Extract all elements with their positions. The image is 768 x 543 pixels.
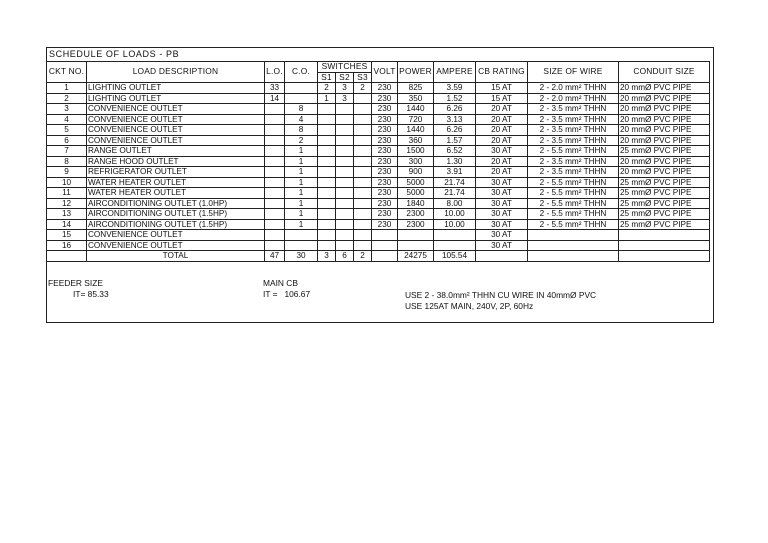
header-s2: S2 <box>336 72 354 83</box>
cell-desc: RANGE HOOD OUTLET <box>87 156 265 167</box>
cell-s3 <box>354 219 372 230</box>
cell-volt: 230 <box>372 219 398 230</box>
total-s2: 6 <box>336 251 354 262</box>
cell-wire: 2 - 5.5 mm² THHN <box>528 209 619 220</box>
feeder-size-value: IT= 85.33 <box>73 289 109 299</box>
cell-s1: 2 <box>318 83 336 94</box>
cell-s3 <box>354 146 372 157</box>
cell-s2 <box>336 240 354 251</box>
table-row <box>47 114 710 125</box>
cell-power: 720 <box>398 114 434 125</box>
cell-co: 1 <box>285 198 318 209</box>
header-lo: L.O. <box>265 62 285 83</box>
cell-wire: 2 - 3.5 mm² THHN <box>528 104 619 115</box>
cell-co: 1 <box>285 167 318 178</box>
cell-lo <box>265 230 285 241</box>
cell-volt: 230 <box>372 114 398 125</box>
cell-cb: 30 AT <box>476 230 528 241</box>
total-co: 30 <box>285 251 318 262</box>
cell-ampere: 6.26 <box>434 104 476 115</box>
cell-desc: LIGHTING OUTLET <box>87 93 265 104</box>
cell-ckt: 2 <box>47 93 87 104</box>
cell-ampere: 10.00 <box>434 209 476 220</box>
cell-volt: 230 <box>372 167 398 178</box>
cell-volt: 230 <box>372 177 398 188</box>
cell-s3 <box>354 125 372 136</box>
cell-lo <box>265 125 285 136</box>
cell-cb: 20 AT <box>476 135 528 146</box>
cell-cb: 20 AT <box>476 125 528 136</box>
cell-s2 <box>336 198 354 209</box>
cell-s1 <box>318 198 336 209</box>
cell-desc: LIGHTING OUTLET <box>87 83 265 94</box>
cell-s2 <box>336 156 354 167</box>
cell-volt: 230 <box>372 135 398 146</box>
cell-co: 2 <box>285 135 318 146</box>
cell-ampere: 1.30 <box>434 156 476 167</box>
cell-ampere: 21.74 <box>434 188 476 199</box>
cell-power: 2300 <box>398 219 434 230</box>
table-row <box>47 93 710 104</box>
cell-s3 <box>354 93 372 104</box>
cell-volt: 230 <box>372 83 398 94</box>
cell-lo <box>265 156 285 167</box>
cell-desc: CONVENIENCE OUTLET <box>87 104 265 115</box>
cell-s1: 1 <box>318 93 336 104</box>
cell-conduit: 25 mmØ PVC PIPE <box>619 146 710 157</box>
cell-ckt: 16 <box>47 240 87 251</box>
cell-power: 900 <box>398 167 434 178</box>
header-cb-rating: CB RATING <box>476 62 528 83</box>
main-cb-label: MAIN CB <box>263 278 298 288</box>
cell-ckt: 1 <box>47 83 87 94</box>
cell-co: 1 <box>285 177 318 188</box>
table-row <box>47 177 710 188</box>
schedule-title: SCHEDULE OF LOADS - PB <box>49 49 180 59</box>
cell-cb: 20 AT <box>476 114 528 125</box>
cell-cb: 30 AT <box>476 198 528 209</box>
cell-conduit: 20 mmØ PVC PIPE <box>619 83 710 94</box>
cell-s2 <box>336 125 354 136</box>
cell-co: 1 <box>285 146 318 157</box>
header-power: POWER <box>398 62 434 83</box>
cell-co: 8 <box>285 125 318 136</box>
total-lo: 47 <box>265 251 285 262</box>
cell-co <box>285 240 318 251</box>
cell-ampere: 1.52 <box>434 93 476 104</box>
cell-s2 <box>336 167 354 178</box>
cell-ckt: 10 <box>47 177 87 188</box>
cell-co: 1 <box>285 156 318 167</box>
cell-desc: AIRCONDITIONING OUTLET (1.5HP) <box>87 209 265 220</box>
cell-s1 <box>318 219 336 230</box>
cell-volt <box>372 230 398 241</box>
cell-co: 4 <box>285 114 318 125</box>
cell-volt: 230 <box>372 209 398 220</box>
table-row <box>47 219 710 230</box>
cell-s1 <box>318 156 336 167</box>
total-ampere: 105.54 <box>434 251 476 262</box>
cell-volt: 230 <box>372 146 398 157</box>
cell-wire: 2 - 3.5 mm² THHN <box>528 125 619 136</box>
table-row <box>47 198 710 209</box>
cell-wire: 2 - 3.5 mm² THHN <box>528 156 619 167</box>
cell-s2 <box>336 114 354 125</box>
cell-conduit <box>619 230 710 241</box>
cell-ckt: 14 <box>47 219 87 230</box>
cell-s1 <box>318 125 336 136</box>
cell-desc: CONVENIENCE OUTLET <box>87 230 265 241</box>
cell-power <box>398 240 434 251</box>
cell-s2 <box>336 188 354 199</box>
cell-wire: 2 - 5.5 mm² THHN <box>528 219 619 230</box>
cell-power: 825 <box>398 83 434 94</box>
cell-desc: REFRIGERATOR OUTLET <box>87 167 265 178</box>
cell-s2: 3 <box>336 93 354 104</box>
cell-conduit: 20 mmØ PVC PIPE <box>619 114 710 125</box>
cell-s2 <box>336 219 354 230</box>
total-label: TOTAL <box>87 251 265 262</box>
cell-wire: 2 - 3.5 mm² THHN <box>528 114 619 125</box>
cell-power: 2300 <box>398 209 434 220</box>
cell-power: 5000 <box>398 188 434 199</box>
cell-cb: 15 AT <box>476 93 528 104</box>
cell-ampere: 6.26 <box>434 125 476 136</box>
cell-ampere <box>434 240 476 251</box>
cell-s1 <box>318 240 336 251</box>
cell-conduit <box>619 240 710 251</box>
cell-conduit: 20 mmØ PVC PIPE <box>619 104 710 115</box>
header-s1: S1 <box>318 72 336 83</box>
cell-s1 <box>318 146 336 157</box>
cell-s3 <box>354 104 372 115</box>
cell-cb: 30 AT <box>476 177 528 188</box>
header-volt: VOLT <box>372 62 398 83</box>
cell-s1 <box>318 135 336 146</box>
cell-volt: 230 <box>372 93 398 104</box>
cell-wire: 2 - 5.5 mm² THHN <box>528 198 619 209</box>
cell-desc: WATER HEATER OUTLET <box>87 177 265 188</box>
table-row <box>47 104 710 115</box>
loads-table-body <box>47 83 710 251</box>
main-cb-value: IT = 106.67 <box>263 289 311 299</box>
cell-conduit: 20 mmØ PVC PIPE <box>619 135 710 146</box>
cell-co: 8 <box>285 104 318 115</box>
cell-s1 <box>318 104 336 115</box>
cell-co: 1 <box>285 188 318 199</box>
cell-s3 <box>354 156 372 167</box>
cell-wire: 2 - 5.5 mm² THHN <box>528 146 619 157</box>
cell-lo <box>265 240 285 251</box>
cell-ckt: 3 <box>47 104 87 115</box>
cell-power: 1440 <box>398 125 434 136</box>
table-row <box>47 188 710 199</box>
cell-desc: CONVENIENCE OUTLET <box>87 135 265 146</box>
cell-conduit: 25 mmØ PVC PIPE <box>619 188 710 199</box>
cell-s1 <box>318 209 336 220</box>
cell-co: 1 <box>285 209 318 220</box>
cell-ckt: 8 <box>47 156 87 167</box>
cell-conduit: 25 mmØ PVC PIPE <box>619 209 710 220</box>
cell-s3: 2 <box>354 83 372 94</box>
cell-s2 <box>336 209 354 220</box>
cell-power: 1440 <box>398 104 434 115</box>
cell-s2 <box>336 177 354 188</box>
cell-wire: 2 - 3.5 mm² THHN <box>528 135 619 146</box>
cell-s2 <box>336 230 354 241</box>
cell-lo: 14 <box>265 93 285 104</box>
cell-volt: 230 <box>372 198 398 209</box>
total-power: 24275 <box>398 251 434 262</box>
cell-power: 1500 <box>398 146 434 157</box>
cell-wire: 2 - 5.5 mm² THHN <box>528 188 619 199</box>
cell-volt: 230 <box>372 188 398 199</box>
header-co: C.O. <box>285 62 318 83</box>
cell-conduit: 20 mmØ PVC PIPE <box>619 125 710 136</box>
main-breaker-note: USE 125AT MAIN, 240V, 2P, 60Hz <box>405 301 534 311</box>
cell-s3 <box>354 230 372 241</box>
cell-conduit: 20 mmØ PVC PIPE <box>619 167 710 178</box>
cell-co <box>285 230 318 241</box>
cell-power: 350 <box>398 93 434 104</box>
cell-s3 <box>354 177 372 188</box>
wire-note: USE 2 - 38.0mm² THHN CU WIRE IN 40mmØ PVC <box>405 290 597 300</box>
table-row <box>47 156 710 167</box>
cell-ampere: 8.00 <box>434 198 476 209</box>
cell-ckt: 12 <box>47 198 87 209</box>
cell-conduit: 20 mmØ PVC PIPE <box>619 156 710 167</box>
cell-s3 <box>354 209 372 220</box>
cell-desc: CONVENIENCE OUTLET <box>87 240 265 251</box>
cell-s1 <box>318 114 336 125</box>
cell-s2 <box>336 104 354 115</box>
cell-ampere <box>434 230 476 241</box>
cell-s3 <box>354 198 372 209</box>
cell-s3 <box>354 167 372 178</box>
cell-ampere: 3.59 <box>434 83 476 94</box>
cell-ampere: 6.52 <box>434 146 476 157</box>
cell-s2 <box>336 146 354 157</box>
cell-cb: 30 AT <box>476 240 528 251</box>
header-wire-size: SIZE OF WIRE <box>528 62 619 83</box>
cell-cb: 15 AT <box>476 83 528 94</box>
cell-conduit: 25 mmØ PVC PIPE <box>619 177 710 188</box>
schedule-of-loads-sheet <box>46 47 714 323</box>
table-row <box>47 240 710 251</box>
cell-s3 <box>354 188 372 199</box>
cell-lo <box>265 146 285 157</box>
cell-s3 <box>354 240 372 251</box>
cell-volt: 230 <box>372 156 398 167</box>
cell-ckt: 4 <box>47 114 87 125</box>
cell-lo <box>265 167 285 178</box>
cell-s1 <box>318 230 336 241</box>
header-switches: SWITCHES <box>318 62 372 73</box>
cell-co <box>285 83 318 94</box>
cell-wire: 2 - 2.0 mm² THHN <box>528 93 619 104</box>
cell-lo <box>265 209 285 220</box>
table-row <box>47 167 710 178</box>
cell-power <box>398 230 434 241</box>
cell-cb: 20 AT <box>476 167 528 178</box>
cell-s2 <box>336 135 354 146</box>
table-row <box>47 209 710 220</box>
cell-ckt: 5 <box>47 125 87 136</box>
cell-power: 360 <box>398 135 434 146</box>
cell-wire <box>528 240 619 251</box>
cell-s3 <box>354 135 372 146</box>
cell-s3 <box>354 114 372 125</box>
cell-co <box>285 93 318 104</box>
cell-desc: RANGE OUTLET <box>87 146 265 157</box>
cell-lo <box>265 114 285 125</box>
cell-volt: 230 <box>372 104 398 115</box>
cell-ampere: 1.57 <box>434 135 476 146</box>
cell-ampere: 3.91 <box>434 167 476 178</box>
cell-s1 <box>318 167 336 178</box>
cell-desc: WATER HEATER OUTLET <box>87 188 265 199</box>
cell-volt: 230 <box>372 125 398 136</box>
cell-ampere: 21.74 <box>434 177 476 188</box>
cell-wire <box>528 230 619 241</box>
cell-power: 300 <box>398 156 434 167</box>
cell-cb: 30 AT <box>476 146 528 157</box>
cell-ckt: 11 <box>47 188 87 199</box>
cell-ckt: 7 <box>47 146 87 157</box>
header-s3: S3 <box>354 72 372 83</box>
cell-desc: AIRCONDITIONING OUTLET (1.0HP) <box>87 198 265 209</box>
cell-ampere: 3.13 <box>434 114 476 125</box>
cell-desc: CONVENIENCE OUTLET <box>87 125 265 136</box>
table-row <box>47 135 710 146</box>
cell-wire: 2 - 5.5 mm² THHN <box>528 177 619 188</box>
cell-cb: 30 AT <box>476 209 528 220</box>
header-conduit-size: CONDUIT SIZE <box>619 62 710 83</box>
cell-cb: 20 AT <box>476 104 528 115</box>
cell-lo <box>265 135 285 146</box>
cell-lo <box>265 198 285 209</box>
cell-lo: 33 <box>265 83 285 94</box>
header-ampere: AMPERE <box>434 62 476 83</box>
cell-lo <box>265 177 285 188</box>
cell-conduit: 25 mmØ PVC PIPE <box>619 198 710 209</box>
cell-co: 1 <box>285 219 318 230</box>
cell-lo <box>265 219 285 230</box>
cell-cb: 20 AT <box>476 156 528 167</box>
cell-wire: 2 - 3.5 mm² THHN <box>528 167 619 178</box>
header-ckt: CKT NO. <box>47 62 87 83</box>
table-row <box>47 230 710 241</box>
header-row <box>47 62 710 73</box>
loads-table <box>46 61 710 262</box>
cell-volt <box>372 240 398 251</box>
cell-power: 5000 <box>398 177 434 188</box>
total-s3: 2 <box>354 251 372 262</box>
cell-wire: 2 - 2.0 mm² THHN <box>528 83 619 94</box>
total-s1: 3 <box>318 251 336 262</box>
header-description: LOAD DESCRIPTION <box>87 62 265 83</box>
cell-ckt: 9 <box>47 167 87 178</box>
cell-conduit: 25 mmØ PVC PIPE <box>619 219 710 230</box>
cell-ckt: 6 <box>47 135 87 146</box>
cell-cb: 30 AT <box>476 188 528 199</box>
table-row <box>47 146 710 157</box>
cell-cb: 30 AT <box>476 219 528 230</box>
cell-ckt: 13 <box>47 209 87 220</box>
cell-ampere: 10.00 <box>434 219 476 230</box>
table-row <box>47 83 710 94</box>
cell-ckt: 15 <box>47 230 87 241</box>
cell-lo <box>265 104 285 115</box>
cell-desc: AIRCONDITIONING OUTLET (1.5HP) <box>87 219 265 230</box>
total-row <box>47 251 710 262</box>
table-row <box>47 125 710 136</box>
cell-desc: CONVENIENCE OUTLET <box>87 114 265 125</box>
cell-s1 <box>318 177 336 188</box>
cell-conduit: 20 mmØ PVC PIPE <box>619 93 710 104</box>
feeder-size-label: FEEDER SIZE <box>48 278 103 288</box>
cell-lo <box>265 188 285 199</box>
cell-s2: 3 <box>336 83 354 94</box>
cell-s1 <box>318 188 336 199</box>
cell-power: 1840 <box>398 198 434 209</box>
